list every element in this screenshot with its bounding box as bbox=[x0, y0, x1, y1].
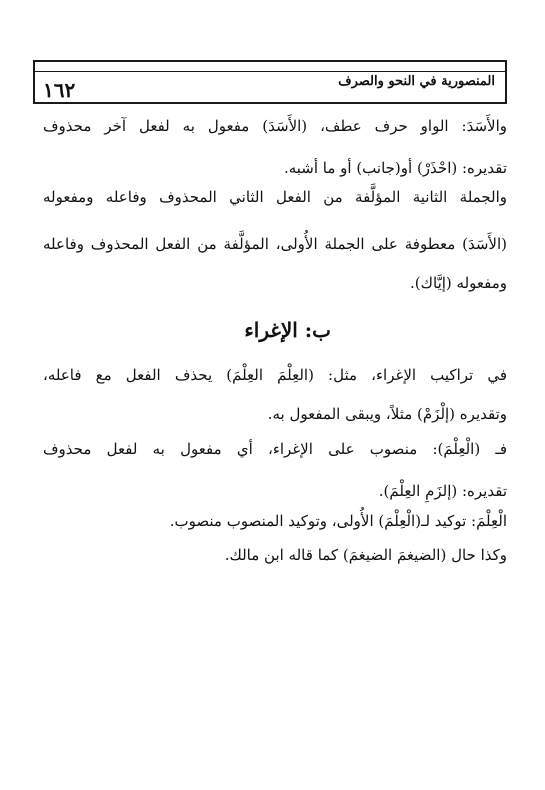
body-line: في تراكيب الإغراء، مثل: (العِلْمَ العِلْمَ) يحذف الفعل مع فاعله، bbox=[43, 366, 507, 384]
body-line: فـ (الْعِلْمَ): منصوب على الإغراء، أي مفعول به لفعل محذوف bbox=[43, 440, 507, 458]
page-number: ١٦٢ bbox=[43, 78, 76, 102]
body-line: الْعِلْمَ: توكيد لـ(الْعِلْمَ) الأُولى، وتوكيد المنصوب منصوب. bbox=[169, 512, 507, 530]
body-line: تقديره: (احْذَرْ) أو(جانب) أو ما أشبه. bbox=[283, 159, 507, 177]
body-line: وتقديره (إلْزَمْ) مثلاً، ويبقى المفعول به. bbox=[267, 405, 507, 423]
header-rule bbox=[35, 71, 505, 72]
page-header bbox=[33, 60, 507, 104]
body-line: وكذا حال (الضيغمَ الضيغمَ) كما قاله ابن مالك. bbox=[224, 546, 507, 564]
running-title: المنصورية في النحو والصرف bbox=[338, 74, 495, 89]
body-line: تقديره: (إلزَمِ العِلْمَ). bbox=[378, 482, 507, 500]
body-line: (الأَسَدَ) معطوفة على الجملة الأُولى، المؤلَّفة من الفعل المحذوف وفاعله bbox=[43, 235, 507, 253]
body-line: والجملة الثانية المؤلَّفة من الفعل الثاني المحذوف وفاعله ومفعوله bbox=[43, 188, 507, 206]
body-line: والأَسَدَ: الواو حرف عطف، (الأَسَدَ) مفعول به لفعل آخر محذوف bbox=[43, 117, 507, 135]
body-line: ومفعوله (إيَّاك). bbox=[410, 274, 507, 292]
section-heading: ب: الإغراء bbox=[244, 318, 331, 342]
